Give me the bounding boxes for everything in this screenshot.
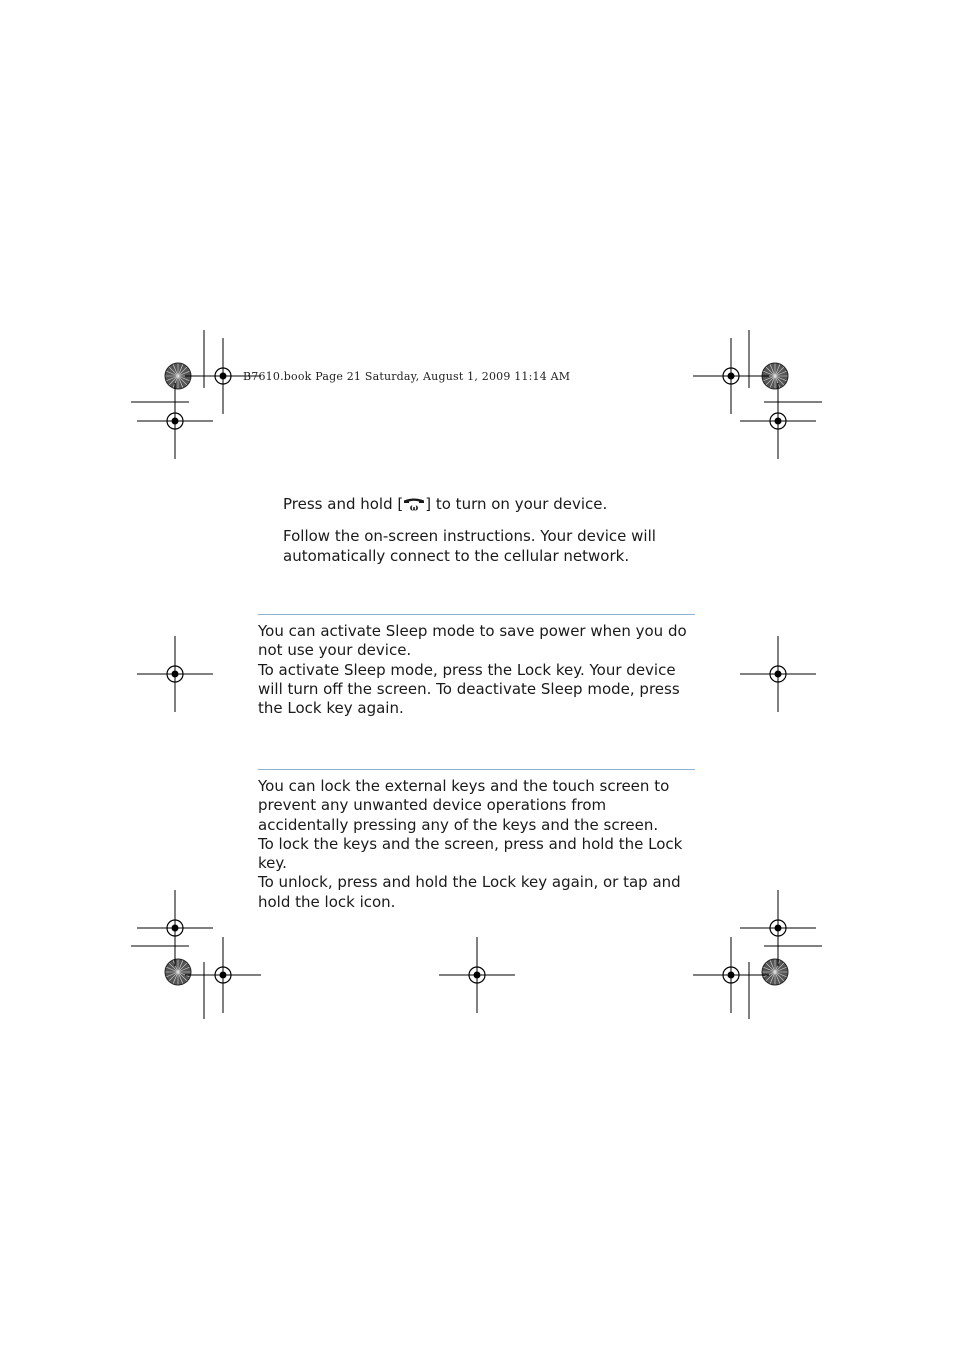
registration-mark-icon — [740, 890, 816, 966]
end-call-key-icon — [403, 497, 425, 511]
registration-mark-icon — [185, 937, 261, 1013]
registration-mark-icon — [693, 937, 769, 1013]
svg-text:ω: ω — [409, 503, 419, 511]
starburst-target-icon — [762, 959, 788, 985]
registration-mark-icon — [740, 383, 816, 459]
registration-mark-icon — [137, 636, 213, 712]
registration-mark-icon — [693, 338, 769, 414]
section-divider-lock — [258, 769, 695, 770]
section-divider-sleep — [258, 614, 695, 615]
step-follow-instructions: Follow the on-screen instructions. Your device will automatically connect to the cellular network. — [283, 527, 656, 565]
lock-paragraph-2: To lock the keys and the screen, press and hold the Lock key. — [258, 834, 683, 873]
lock-paragraph-3: To unlock, press and hold the Lock key again, or tap and hold the lock icon. — [258, 873, 681, 911]
sleep-paragraph-1: You can activate Sleep mode to save power when you do not use your device. — [258, 622, 687, 660]
registration-mark-icon — [439, 937, 515, 1013]
registration-mark-icon — [137, 383, 213, 459]
starburst-target-icon — [165, 959, 191, 985]
step-power-on — [283, 495, 703, 515]
step-1-suffix: ] to turn on your device. — [425, 495, 608, 513]
sleep-paragraph-2: To activate Sleep mode, press the Lock key. Your device will turn off the screen. To deactivate Sleep mode, press the Lock key again. — [258, 660, 680, 718]
step-1-prefix: Press and hold [ — [283, 495, 404, 513]
sleep-mode-section — [258, 622, 698, 718]
print-header-stamp: B7610.book Page 21 Saturday, August 1, 2009 11:14 AM — [243, 370, 571, 383]
lock-paragraph-1: You can lock the external keys and the touch screen to prevent any unwanted device operations from accidentally pressing any of the keys and the screen. — [258, 777, 670, 834]
lock-keys-section — [258, 777, 698, 912]
registration-mark-icon — [740, 636, 816, 712]
registration-mark-icon — [137, 890, 213, 966]
